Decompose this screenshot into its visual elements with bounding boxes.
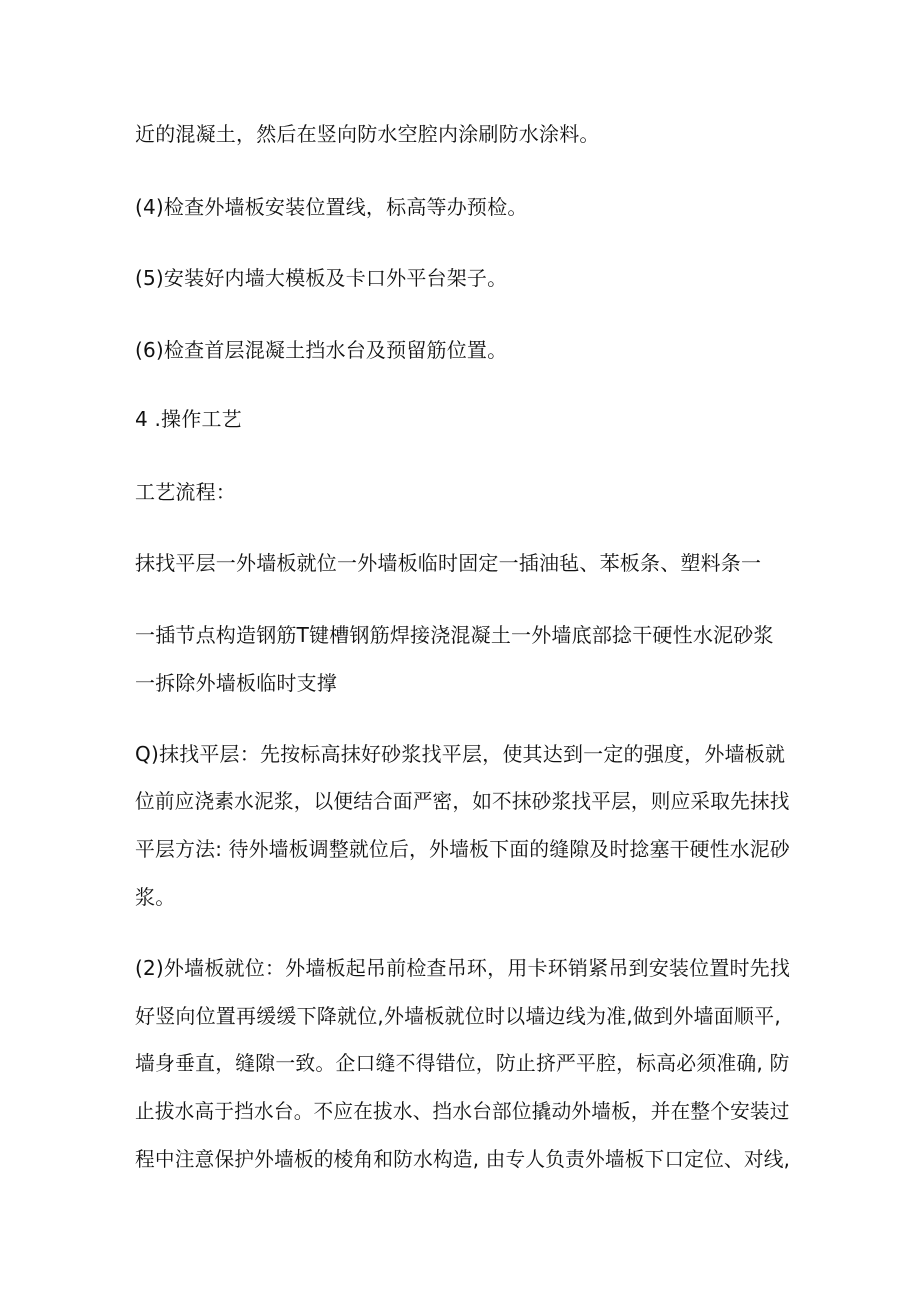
step-1-line-2: 位前应浇素水泥浆，以便结合面严密，如不抹砂浆找平层，则应采取先抹找 bbox=[135, 789, 790, 813]
section-heading: 4 .操作工艺 bbox=[135, 407, 242, 431]
list-item-5: (5)安装好内墙大模板及卡口外平台架子。 bbox=[135, 266, 508, 290]
step-2-line-4: 止拔水高于挡水台。不应在拔水、挡水台部位撬动外墙板，并在整个安装过 bbox=[135, 1099, 790, 1123]
process-flow-line-2: 一插节点构造钢筋T键槽钢筋焊接浇混凝土一外墙底部捻干硬性水泥砂浆 bbox=[135, 623, 774, 647]
list-item-4: (4)检查外墙板安装位置线，标高等办预检。 bbox=[135, 195, 528, 219]
list-item-6: (6)检查首层混凝土挡水台及预留筋位置。 bbox=[135, 338, 508, 362]
step-1-line-4: 浆。 bbox=[135, 885, 176, 909]
step-2-line-2: 好竖向位置再缓缓下降就位,外墙板就位时以墙边线为准,做到外墙面顺平, bbox=[135, 1004, 781, 1028]
step-1-line-3: 平层方法: 待外墙板调整就位后，外墙板下面的缝隙及时捻塞干硬性水泥砂 bbox=[135, 837, 790, 861]
paragraph-line-1: 近的混凝土，然后在竖向防水空腔内涂刷防水涂料。 bbox=[135, 122, 600, 146]
step-1-line-1: Q)抹找平层：先按标高抹好砂浆找平层，使其达到一定的强度，外墙板就 bbox=[135, 742, 786, 766]
subheading-process-flow: 工艺流程： bbox=[135, 480, 236, 504]
step-2-line-5: 程中注意保护外墙板的棱角和防水构造, 由专人负责外墙板下口定位、对线, bbox=[135, 1147, 791, 1171]
step-2-line-1: (2)外墙板就位：外墙板起吊前检查吊环，用卡环销紧吊到安装位置时先找 bbox=[135, 956, 791, 980]
process-flow-line-3: 一拆除外墙板临时支撑 bbox=[135, 671, 337, 695]
step-2-line-3: 墙身垂直，缝隙一致。企口缝不得错位，防止挤严平腔，标高必须准确, 防 bbox=[135, 1051, 790, 1075]
process-flow-line-1: 抹找平层一外墙板就位一外墙板临时固定一插油毡、苯板条、塑料条一 bbox=[135, 551, 762, 575]
